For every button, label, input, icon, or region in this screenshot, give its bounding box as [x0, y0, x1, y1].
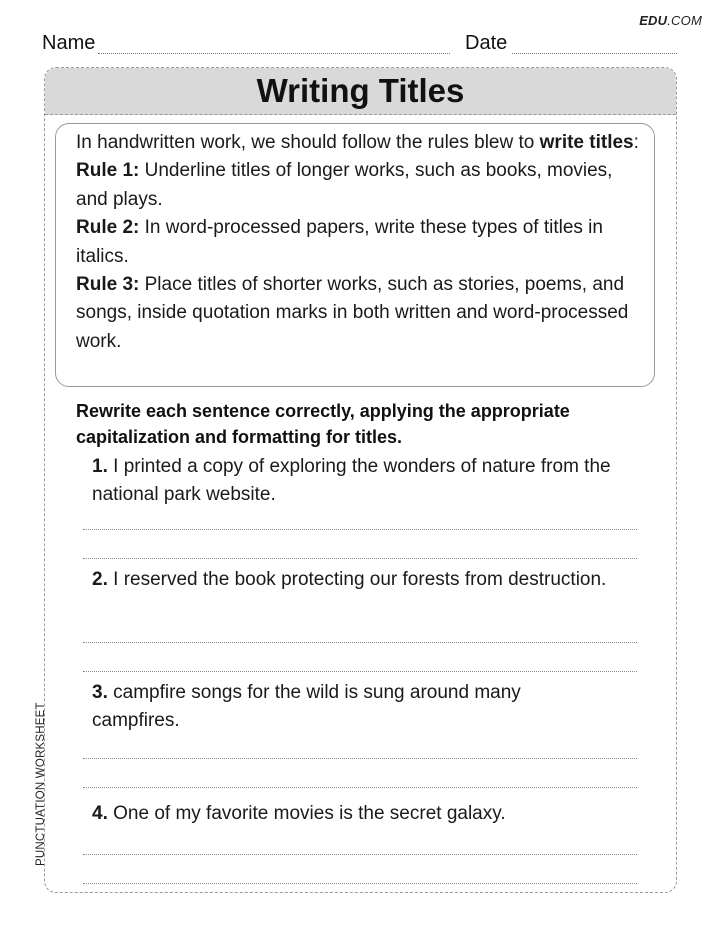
question-3 — [92, 679, 612, 735]
question-2-number: 2. — [92, 569, 108, 590]
name-label: Name — [42, 32, 96, 54]
answer-line-2b[interactable] — [83, 671, 637, 672]
rule-3-text: Place titles of shorter works, such as stories, poems, and songs, inside quotation marks in both written and word-processed work. — [76, 274, 629, 352]
answer-line-4b[interactable] — [83, 883, 637, 884]
rule-1-text: Underline titles of longer works, such as books, movies, and plays. — [76, 160, 613, 210]
question-1-number: 1. — [92, 456, 108, 477]
question-4-number: 4. — [92, 803, 108, 824]
rule-2 — [76, 214, 640, 271]
instructions: Rewrite each sentence correctly, applying the appropriate capitalization and formatting for titles. — [76, 401, 570, 447]
question-4-text: One of my favorite movies is the secret galaxy. — [107, 803, 506, 824]
worksheet-card — [44, 67, 677, 893]
brand-logo-bold: EDU — [639, 13, 668, 28]
rules-intro-end: : — [633, 132, 639, 153]
title-bar — [45, 68, 676, 115]
answer-line-4a[interactable] — [83, 854, 637, 855]
rules-box — [55, 123, 655, 387]
question-3-text: campfire songs for the wild is sung around many campfires. — [92, 682, 521, 731]
date-label: Date — [465, 32, 508, 54]
rule-1 — [76, 157, 640, 214]
answer-line-3a[interactable] — [83, 758, 637, 759]
rule-2-label: Rule 2: — [76, 217, 140, 239]
page-title: Writing Titles — [256, 72, 465, 109]
rule-3 — [76, 271, 640, 356]
brand-logo — [639, 13, 702, 28]
answer-line-1b[interactable] — [83, 558, 637, 559]
rule-3-label: Rule 3: — [76, 274, 140, 296]
rules-intro-bold: write titles — [539, 132, 634, 153]
rules-intro — [76, 129, 640, 157]
answer-line-1a[interactable] — [83, 529, 637, 530]
rule-2-text: In word-processed papers, write these types of titles in italics. — [76, 217, 603, 267]
rule-1-label: Rule 1: — [76, 160, 140, 182]
date-line — [512, 53, 677, 54]
question-1 — [92, 453, 612, 509]
name-line — [98, 53, 450, 54]
brand-logo-rest: .COM — [667, 13, 702, 28]
answer-line-2a[interactable] — [83, 642, 637, 643]
question-2 — [92, 566, 612, 594]
question-1-text: I printed a copy of exploring the wonders of nature from the national park website. — [92, 456, 611, 505]
question-2-text: I reserved the book protecting our forests from destruction. — [107, 569, 607, 590]
answer-line-3b[interactable] — [83, 787, 637, 788]
side-label: PUNCTUATION WORKSHEET — [35, 702, 47, 866]
question-4 — [92, 800, 612, 828]
question-3-number: 3. — [92, 682, 108, 703]
rules-intro-text: In handwritten work, we should follow the rules blew to — [76, 132, 540, 153]
